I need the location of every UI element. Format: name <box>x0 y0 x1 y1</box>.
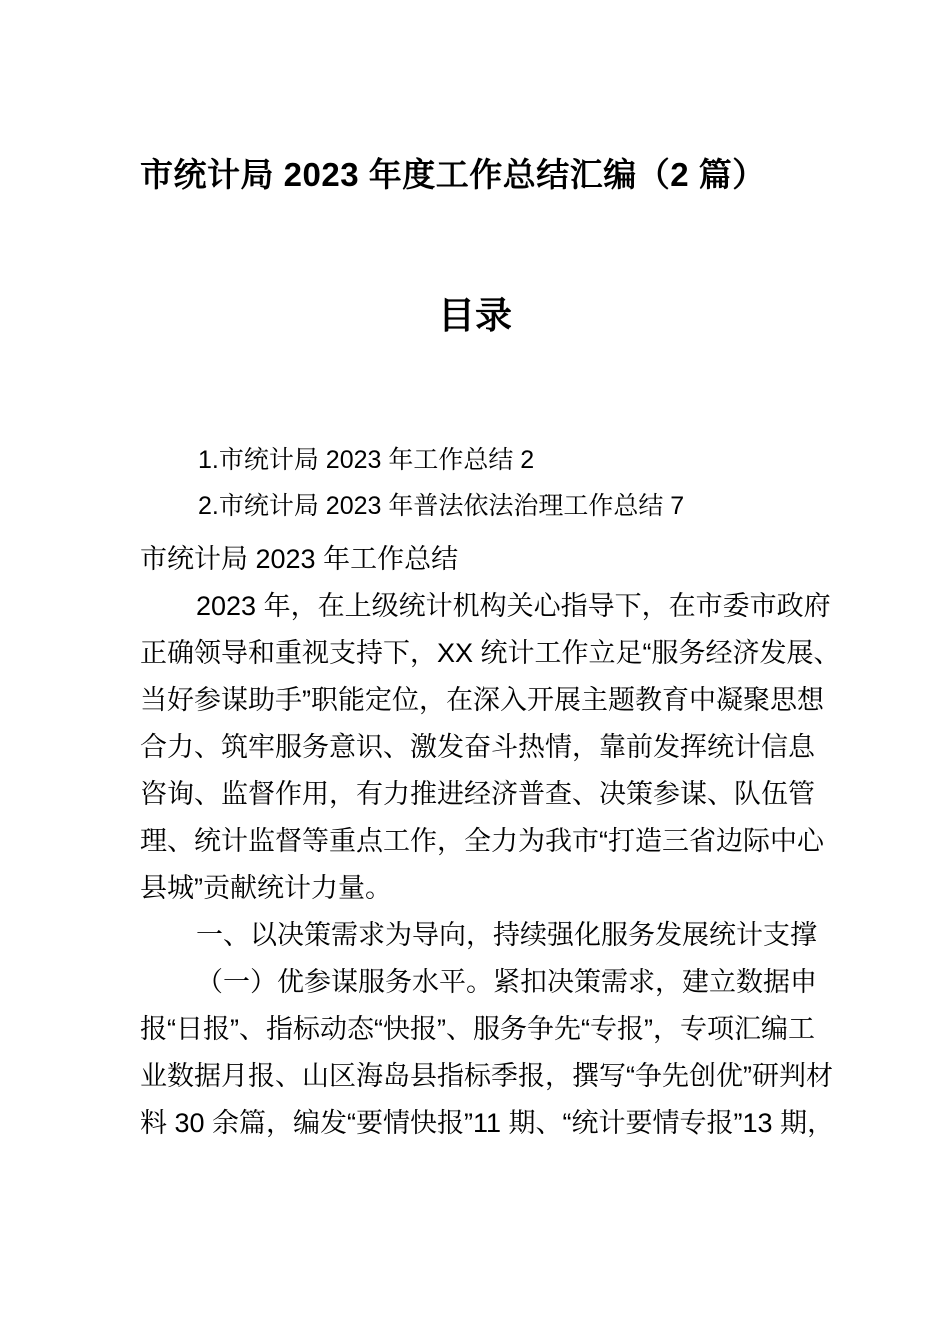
document-body <box>140 536 841 1147</box>
paragraph-line: 咨询、监督作用，有力推进经济普查、决策参谋、队伍管 <box>140 779 815 809</box>
toc-entry-1[interactable]: 1.市统计局 2023 年工作总结 2 <box>198 446 535 474</box>
paragraph-line: 料 30 余篇，编发“要情快报”11 期、“统计要情专报”13 期， <box>140 1108 835 1138</box>
paragraph-line: 业数据月报、山区海岛县指标季报，撰写“争先创优”研判材 <box>140 1061 833 1091</box>
paragraph-line: 报“日报”、指标动态“快报”、服务争先“专报”，专项汇编工 <box>140 1014 815 1044</box>
paragraph-line: 县城”贡献统计力量。 <box>140 873 392 903</box>
paragraph-line: （一）优参谋服务水平。紧扣决策需求，建立数据申 <box>196 967 817 997</box>
paragraph-intro <box>140 583 841 912</box>
paragraph-line: 理、统计监督等重点工作，全力为我市“打造三省边际中心 <box>140 826 824 856</box>
paragraph-line: 当好参谋助手”职能定位，在深入开展主题教育中凝聚思想 <box>140 685 824 715</box>
paragraph-line: 合力、筑牢服务意识、激发奋斗热情，靠前发挥统计信息 <box>140 732 815 762</box>
subsection-heading-1: 一、以决策需求为导向，持续强化服务发展统计支撑 <box>196 920 817 950</box>
paragraph-subsection-1 <box>140 959 835 1147</box>
document-title: 市统计局 2023 年度工作总结汇编（2 篇） <box>140 156 766 193</box>
table-of-contents-heading: 目录 <box>438 295 512 336</box>
section-heading-report-1: 市统计局 2023 年工作总结 <box>140 544 459 574</box>
paragraph-line: 正确领导和重视支持下，XX 统计工作立足“服务经济发展、 <box>140 638 841 668</box>
toc-entry-2[interactable]: 2.市统计局 2023 年普法依法治理工作总结 7 <box>198 492 685 520</box>
paragraph-line: 2023 年，在上级统计机构关心指导下，在市委市政府 <box>196 591 831 621</box>
table-of-contents <box>140 437 820 529</box>
